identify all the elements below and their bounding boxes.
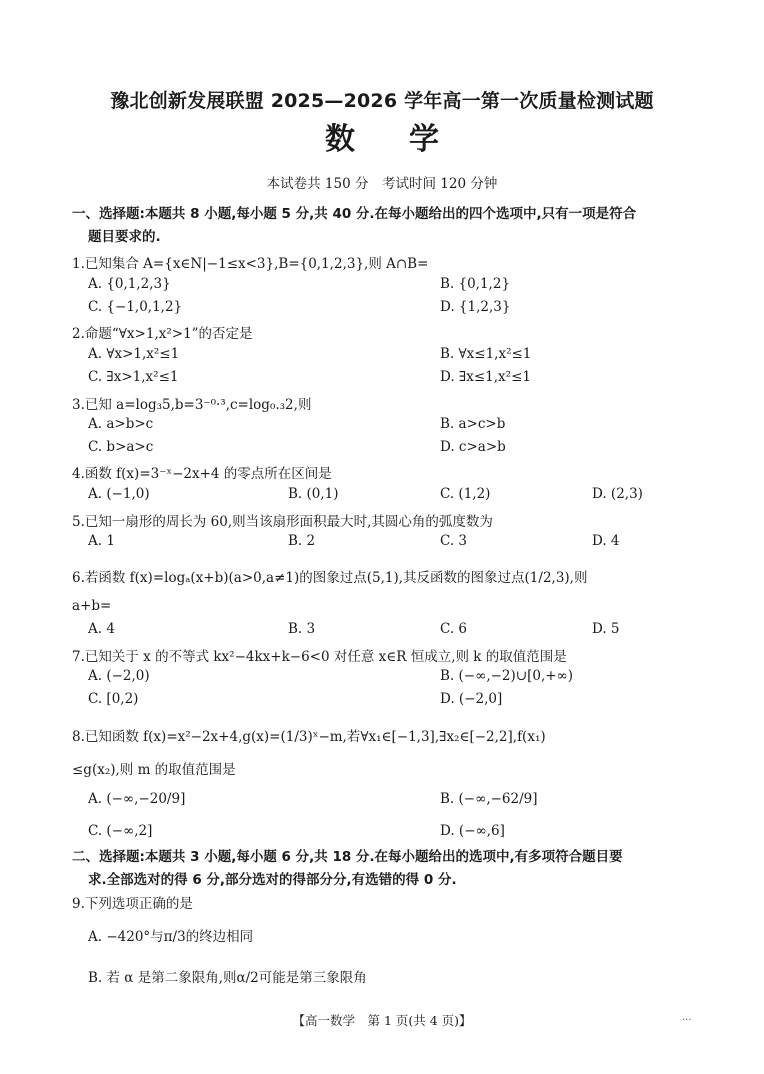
question-7-option-d: D. (−2,0] xyxy=(440,691,503,707)
question-3-option-c: C. b>a>c xyxy=(88,439,154,455)
section-2-line-1: 二、选择题:本题共 3 小题,每小题 6 分,共 18 分.在每小题给出的选项中,有多项符合题目要 xyxy=(72,849,623,865)
question-5-option-b: B. 2 xyxy=(288,533,316,549)
question-3-option-a: A. a>b>c xyxy=(88,416,154,432)
question-7-stem: 7.已知关于 x 的不等式 kx²−4kx+k−6<0 对任意 x∈R 恒成立,则 k 的取值范围是 xyxy=(72,649,567,665)
exam-info: 本试卷共 150 分 考试时间 120 分钟 xyxy=(266,176,498,192)
question-4-option-d: D. (2,3) xyxy=(592,486,643,502)
question-6-stem: 6.若函数 f(x)=logₐ(x+b)(a>0,a≠1)的图象过点(5,1),其反函数的图象过点(1/2,3),则 xyxy=(72,570,588,586)
subject-title: 数学 xyxy=(325,122,493,157)
question-3-option-d: D. c>a>b xyxy=(440,439,506,455)
question-2-option-b: B. ∀x≤1,x²≤1 xyxy=(440,346,532,362)
question-1-stem: 1.已知集合 A={x∈N|−1≤x<3},B={0,1,2,3},则 A∩B= xyxy=(72,256,429,272)
question-2-stem: 2.命题“∀x>1,x²>1”的否定是 xyxy=(72,326,253,342)
question-4-stem: 4.函数 f(x)=3⁻ˣ−2x+4 的零点所在区间是 xyxy=(72,466,332,482)
question-2-option-d: D. ∃x≤1,x²≤1 xyxy=(440,369,531,385)
question-8-option-d: D. (−∞,6] xyxy=(440,823,505,839)
question-5-option-c: C. 3 xyxy=(440,533,468,549)
corner-mark: ... xyxy=(682,1012,692,1023)
question-9-option-b: B. 若 α 是第二象限角,则α/2可能是第三象限角 xyxy=(88,970,367,986)
question-4-option-b: B. (0,1) xyxy=(288,486,339,502)
question-6-stem-continued: a+b= xyxy=(72,598,112,614)
section-1-line-2: 题目要求的. xyxy=(88,229,161,245)
question-9-option-a: A. −420°与π/3的终边相同 xyxy=(88,929,254,945)
question-7-option-c: C. [0,2) xyxy=(88,691,139,707)
question-4-option-a: A. (−1,0) xyxy=(88,486,150,502)
question-5-option-a: A. 1 xyxy=(88,533,115,549)
section-1-heading xyxy=(72,203,702,249)
question-5-stem: 5.已知一扇形的周长为 60,则当该扇形面积最大时,其圆心角的弧度数为 xyxy=(72,514,493,530)
question-8-option-c: C. (−∞,2] xyxy=(88,823,153,839)
question-6-option-d: D. 5 xyxy=(592,621,620,637)
section-1-line-1: 一、选择题:本题共 8 小题,每小题 5 分,共 40 分.在每小题给出的四个选项中,只有一项是符合 xyxy=(72,206,637,222)
question-8-stem: 8.已知函数 f(x)=x²−2x+4,g(x)=(1/3)ˣ−m,若∀x₁∈[−1,3],∃x₂∈[−2,2],f(x₁) xyxy=(72,729,546,745)
question-8-stem-continued: ≤g(x₂),则 m 的取值范围是 xyxy=(72,762,236,778)
section-2-line-2: 求.全部选对的得 6 分,部分选对的得部分分,有选错的得 0 分. xyxy=(88,872,457,888)
question-6-option-a: A. 4 xyxy=(88,621,115,637)
question-6-option-b: B. 3 xyxy=(288,621,316,637)
question-1-option-a: A. {0,1,2,3} xyxy=(88,276,171,292)
question-5-option-d: D. 4 xyxy=(592,533,620,549)
question-8-option-b: B. (−∞,−62/9] xyxy=(440,791,538,807)
question-2-option-c: C. ∃x>1,x²≤1 xyxy=(88,369,179,385)
question-9-stem: 9.下列选项正确的是 xyxy=(72,896,193,912)
question-2-option-a: A. ∀x>1,x²≤1 xyxy=(88,346,180,362)
question-6-option-c: C. 6 xyxy=(440,621,468,637)
page-footer: 【高一数学 第 1 页(共 4 页)】 xyxy=(292,1013,472,1028)
section-2-heading xyxy=(72,846,702,892)
question-7-option-a: A. (−2,0) xyxy=(88,668,150,684)
question-1-option-d: D. {1,2,3} xyxy=(440,299,511,315)
question-4-option-c: C. (1,2) xyxy=(440,486,491,502)
question-1-option-b: B. {0,1,2} xyxy=(440,276,511,292)
exam-title: 豫北创新发展联盟 2025—2026 学年高一第一次质量检测试题 xyxy=(110,90,654,112)
question-7-option-b: B. (−∞,−2)∪[0,+∞) xyxy=(440,668,574,684)
question-3-option-b: B. a>c>b xyxy=(440,416,506,432)
question-8-option-a: A. (−∞,−20/9] xyxy=(88,791,186,807)
question-3-stem: 3.已知 a=log₃5,b=3⁻⁰·³,c=log₀.₃2,则 xyxy=(72,397,312,413)
question-1-option-c: C. {−1,0,1,2} xyxy=(88,299,183,315)
